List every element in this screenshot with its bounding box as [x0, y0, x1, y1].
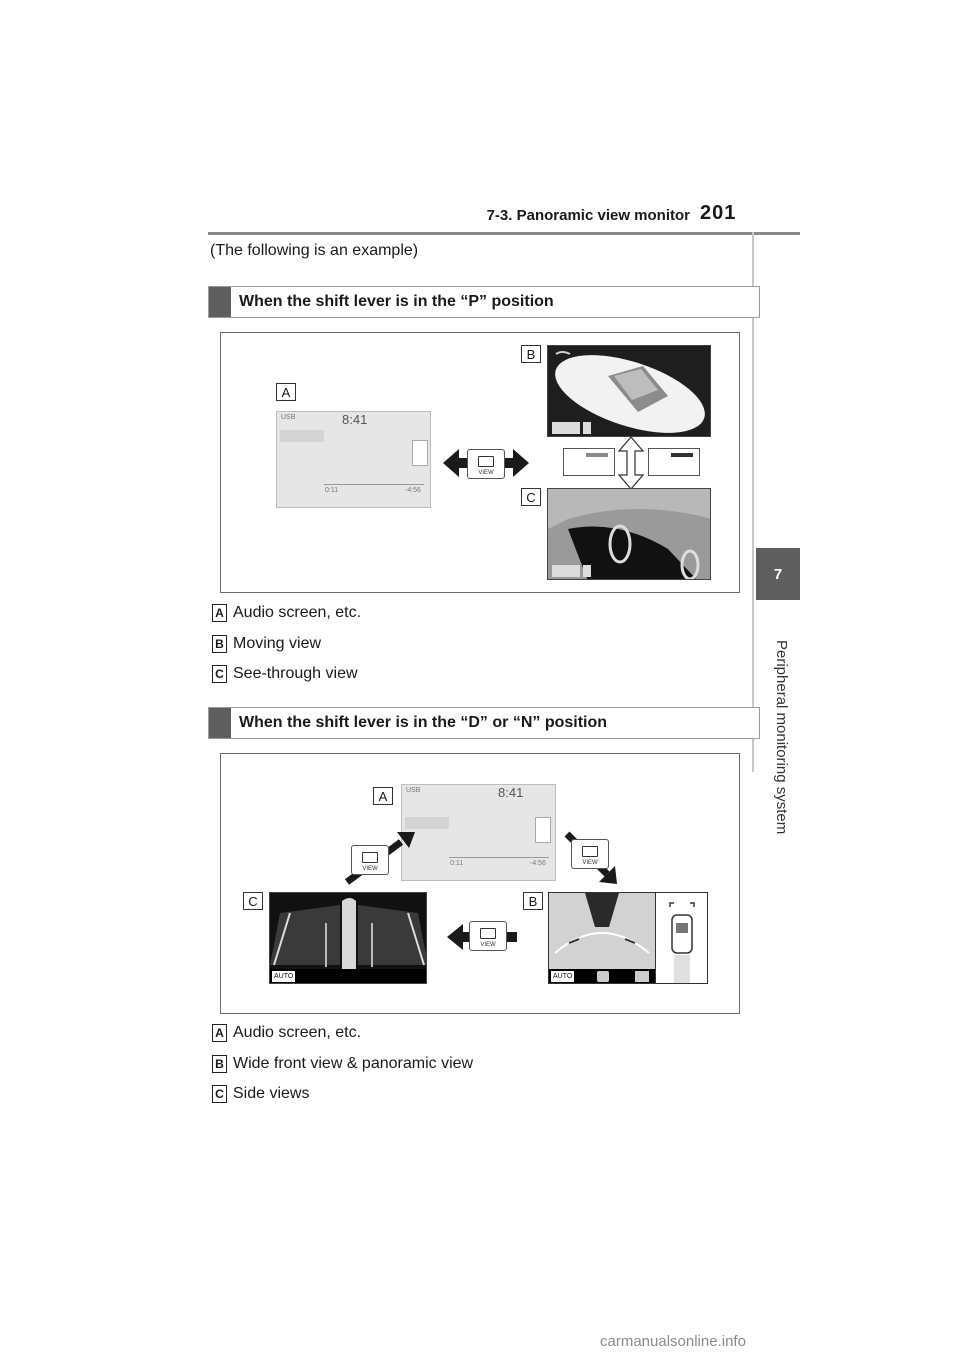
audio-screen: [276, 411, 431, 508]
heading-text: When the shift lever is in the “D” or “N” position: [239, 714, 608, 731]
time-start: 0:11: [450, 860, 464, 867]
legend-item: [212, 633, 321, 655]
legend-item: [212, 1083, 309, 1105]
chapter-title: Peripheral monitoring system: [773, 640, 790, 835]
label-a: A: [276, 383, 296, 401]
moving-view-icon: [563, 448, 615, 476]
legend-text: Audio screen, etc.: [233, 604, 362, 621]
view-button[interactable]: VIEW: [467, 449, 505, 479]
figure-d-n-position: [220, 753, 740, 1014]
time-start: 0:11: [325, 487, 339, 494]
camera-icon: [362, 852, 378, 863]
legend-badge: C: [212, 1085, 227, 1103]
legend-item: [212, 1022, 361, 1044]
audio-menu-row: [280, 486, 324, 498]
panoramic-view: [655, 893, 708, 984]
double-arrow-vertical-icon: [618, 437, 644, 489]
wide-front-panoramic-screen: [548, 892, 708, 984]
time-end: -4:56: [530, 860, 546, 867]
camera-icon: [582, 846, 598, 857]
see-through-view-icon: [648, 448, 700, 476]
view-button[interactable]: VIEW: [469, 921, 507, 951]
page-number: 201: [700, 202, 737, 224]
camera-icon: [478, 456, 494, 467]
section-heading-p: [208, 286, 760, 318]
view-button[interactable]: VIEW: [571, 839, 609, 869]
audio-menu-row: [280, 430, 324, 442]
heading-bar: [209, 708, 231, 738]
view-button[interactable]: VIEW: [351, 845, 389, 875]
time-end: -4:56: [405, 487, 421, 494]
view-switch-icon: [635, 971, 649, 982]
audio-menu-row: [280, 472, 324, 484]
progress-bar: [449, 857, 549, 858]
chapter-title-vertical: [740, 640, 820, 940]
label-c: C: [243, 892, 263, 910]
see-through-view-screen: [547, 488, 711, 580]
see-through-view-image: [548, 489, 711, 580]
audio-source: USB: [281, 414, 296, 421]
side-views-screen: [269, 892, 427, 984]
legend-badge: C: [212, 665, 227, 683]
chapter-number: 7: [773, 565, 783, 583]
usb-device-icon: [535, 817, 551, 843]
label-b: B: [523, 892, 543, 910]
legend-badge: B: [212, 1055, 227, 1073]
audio-menu-row: [405, 803, 449, 815]
usb-device-icon: [412, 440, 428, 466]
legend-text: Moving view: [233, 635, 322, 652]
intro-text: (The following is an example): [210, 242, 419, 259]
car-icon: [597, 971, 609, 982]
heading-text: When the shift lever is in the “P” position: [239, 293, 554, 310]
section-heading-d-n: [208, 707, 760, 739]
audio-screen: [401, 784, 556, 881]
legend-text: Side views: [233, 1085, 310, 1102]
camera-icon: [480, 928, 496, 939]
legend-item: [212, 602, 361, 624]
moving-view-image: [548, 346, 711, 437]
legend-text: Audio screen, etc.: [233, 1024, 362, 1041]
audio-source: USB: [406, 787, 421, 794]
label-a: A: [373, 787, 393, 805]
legend-item: [212, 1053, 473, 1075]
legend-text: Wide front view & panoramic view: [233, 1055, 474, 1072]
watermark: carmanualsonline.info: [600, 1333, 746, 1350]
legend-badge: A: [212, 1024, 227, 1042]
wide-front-view: [549, 893, 655, 969]
auto-badge: AUTO: [274, 973, 294, 980]
label-c: C: [521, 488, 541, 506]
legend-item: [212, 663, 358, 685]
audio-clock: 8:41: [498, 785, 524, 800]
moving-view-screen: [547, 345, 711, 437]
chapter-tab: [756, 548, 800, 600]
audio-menu-row: [280, 444, 324, 456]
auto-badge: AUTO: [553, 973, 573, 980]
progress-bar: [324, 484, 424, 485]
audio-clock: 8:41: [342, 412, 368, 427]
legend-badge: B: [212, 635, 227, 653]
heading-bar: [209, 287, 231, 317]
label-b: B: [521, 345, 541, 363]
audio-menu-row: [280, 458, 324, 470]
legend-text: See-through view: [233, 665, 358, 682]
legend-badge: A: [212, 604, 227, 622]
header-rule: [208, 232, 800, 235]
section-title: 7-3. Panoramic view monitor: [486, 207, 690, 224]
figure-p-position: [220, 332, 740, 593]
